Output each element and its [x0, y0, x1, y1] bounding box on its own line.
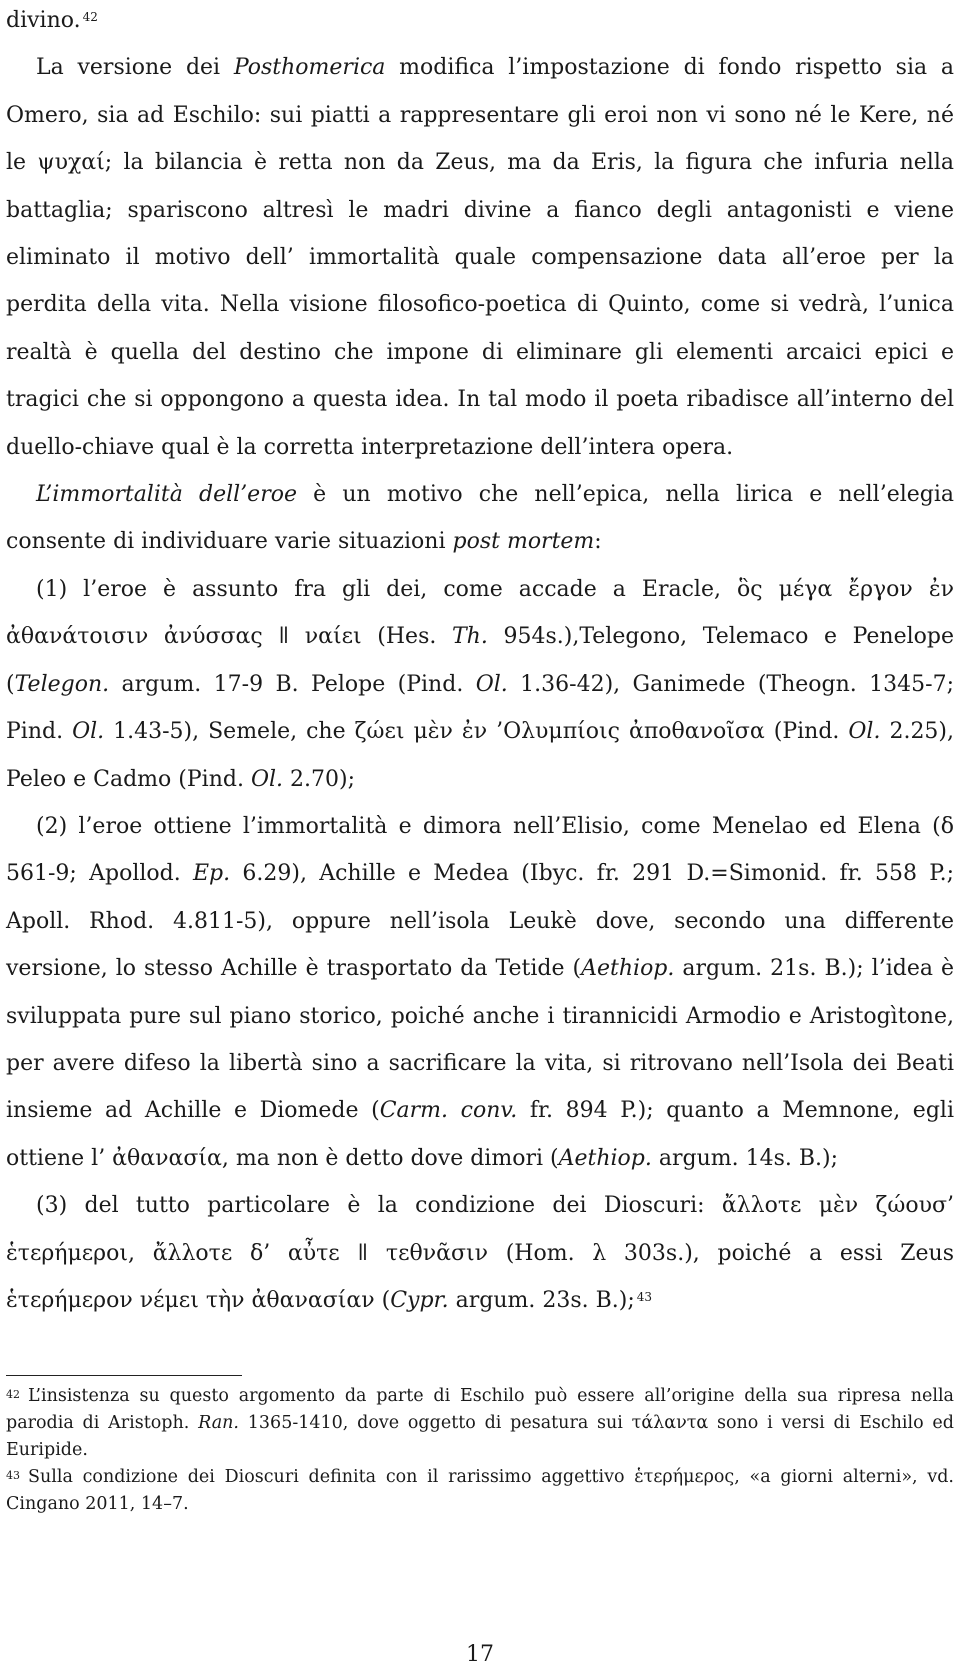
italic-run: Aethiop.	[558, 1145, 652, 1171]
footnote-mark: 42	[6, 1388, 20, 1401]
text-run: 1365-1410, dove oggetto di pesatura sui τάλαντα sono i versi di Eschilo ed Euripide.	[6, 1413, 954, 1460]
italic-run: Aethiop.	[581, 956, 675, 982]
text-run: 954s.),Telegono, Telemaco e Penelope (	[6, 624, 954, 697]
text-run: L’insistenza su questo argomento da parte di Eschilo può essere all’origine della sua ripresa nella parodia di Aristoph.	[6, 1386, 954, 1433]
footnote-42	[6, 1383, 954, 1464]
footnote-separator	[6, 1375, 242, 1376]
text-run: 6.29), Achille e Medea (Ibyc. fr. 291 D.=Simonid. fr. 558 P.; Apoll. Rhod. 4.811-5), oppure nell’isola Leukè dove, secondo una differente versione, lo stesso Achille è trasportato da Tetide (	[6, 861, 954, 982]
italic-run: Posthomerica	[233, 55, 386, 81]
text-run: argum. 21s. B.); l’idea è sviluppata pure sul piano storico, poiché anche i tirannicidi Armodio e Aristogìtone, per avere difeso la libertà sino a sacrificare la vita, si ritrovano nell’Isola dei Beati insieme ad Achille e Diomede (	[6, 956, 954, 1124]
paragraph-continuation	[6, 0, 954, 44]
paragraph-case-3	[6, 1182, 954, 1324]
footnote-43	[6, 1464, 954, 1518]
italic-run: Ran.	[198, 1413, 239, 1433]
text-run: argum. 14s. B.);	[651, 1145, 839, 1171]
text-run: :	[594, 529, 602, 555]
continuation-text: divino.	[6, 8, 81, 33]
italic-run: L’immortalità dell’eroe	[36, 482, 297, 508]
text-run: 1.43-5), Semele, che ζώει μὲν ἐν ’Ολυμπίοις ἀποθανοῖσα (Pind.	[104, 719, 849, 745]
text-run: 1.36-42), Ganimede (Theogn. 1345-7; Pind.	[6, 671, 954, 745]
page-number: 17	[466, 1642, 494, 1667]
italic-run: Th.	[452, 624, 488, 650]
main-text	[6, 0, 954, 1324]
text-run: è un motivo che nell’epica, nella lirica e nell’elegia consente di individuare varie situazioni	[6, 482, 955, 555]
italic-run: Ol.	[72, 719, 105, 745]
text-run: argum. 23s. B.);	[448, 1287, 635, 1313]
text-run: 2.70);	[283, 766, 355, 792]
italic-run: Cypr.	[390, 1287, 449, 1313]
paragraph-case-1	[6, 566, 954, 803]
text-run: argum. 17-9 B. Pelope (Pind.	[109, 671, 476, 697]
footnote-ref-42: 42	[82, 10, 98, 24]
paragraph-case-2	[6, 803, 954, 1182]
text-run: (3) del tutto particolare è la condizione dei Dioscuri: ἄλλοτε μὲν ζώουσ’ ἑτερήμεροι, ἄλλοτε δ’ αὖτε ǁ τεθνᾶσιν (Hom. λ 303s.), poiché a essi Zeus ἑτερήμερον νέμει τὴν ἀθανασίαν (	[6, 1193, 954, 1313]
text-run: (2) l’eroe ottiene l’immortalità e dimora nell’Elisio, come Menelao ed Elena (δ 561-9; Apollod.	[6, 813, 954, 887]
text-run: modifica l’impostazione di fondo rispetto sia a Omero, sia ad Eschilo: sui piatti a rappresentare gli eroi non vi sono né le Kere, né le ψυχαί; la bilancia è retta non da Zeus, ma da Eris, la figura che infuria nella battaglia; spariscono altresì le madri divine a fianco degli antagonisti e viene eliminato il motivo dell’ immortalità quale compensazione data all’eroe per la perdita della vita. Nella visione filosofico-poetica di Quinto, come si vedrà, l’unica realtà è quella del destino che impone di eliminare gli elementi arcaici epici e tragici che si oppongono a questa idea. In tal modo il poeta ribadisce all’interno del duello-chiave qual è la corretta interpretazione dell’intera opera.	[6, 55, 954, 460]
italic-run: Telegon.	[14, 671, 110, 697]
text-run: Sulla condizione dei Dioscuri definita con il rarissimo aggettivo ἑτερήμερος, «a giorni alterni», vd. Cingano 2011, 14–7.	[6, 1467, 954, 1514]
footnotes	[6, 1383, 954, 1518]
italic-run: Carm. conv.	[379, 1098, 518, 1124]
footnote-ref-43: 43	[636, 1289, 653, 1304]
italic-run: Ol.	[848, 719, 881, 745]
italic-run: post mortem	[452, 529, 595, 555]
italic-run: Ol.	[250, 766, 284, 792]
text-run: 2.25), Peleo e Cadmo (Pind.	[6, 719, 955, 792]
italic-run: Ep.	[192, 861, 231, 887]
italic-run: Ol.	[475, 671, 508, 697]
paragraph-immortalita	[6, 471, 954, 566]
text-run: fr. 894 P.); quanto a Memnone, egli ottiene l’ ἀθανασία, ma non è detto dove dimori (	[6, 1098, 954, 1171]
footnote-mark: 43	[6, 1469, 20, 1482]
text-run: (1) l’eroe è assunto fra gli dei, come accade a Eracle, ὃς μέγα ἔργον ἐν ἀθανάτοισιν ἀνύσσας ǁ ναίει (Hes.	[6, 576, 954, 650]
paragraph-posthomerica	[6, 44, 954, 471]
text-run: La versione dei	[36, 55, 234, 81]
